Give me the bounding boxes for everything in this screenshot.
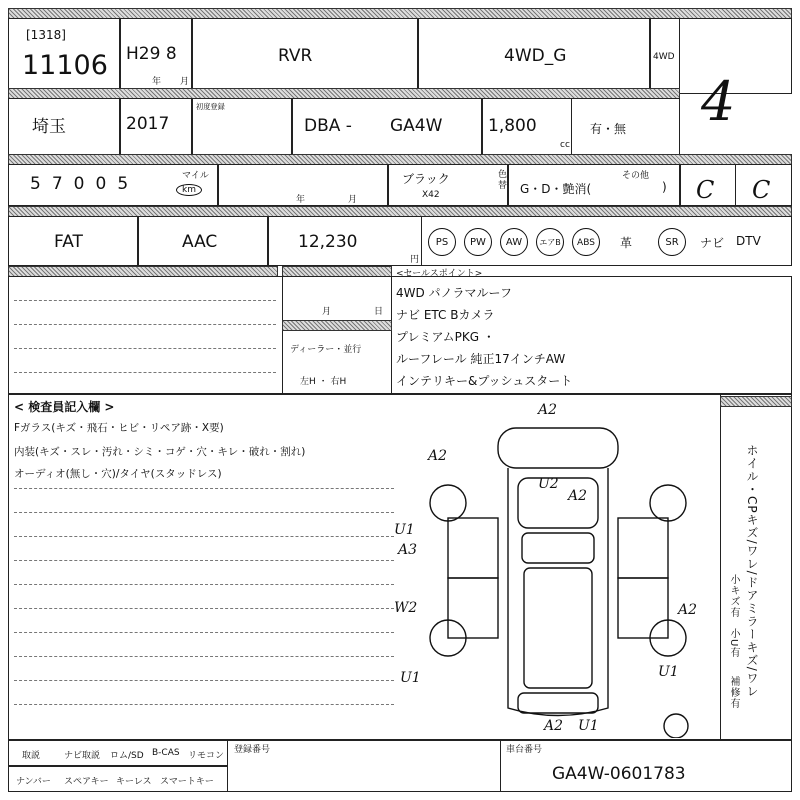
interior-score: C — [696, 176, 715, 204]
damage-mark: U2 — [538, 476, 559, 492]
left-rear-door — [448, 578, 498, 638]
footer-label: B-CAS — [152, 748, 180, 758]
color-code: X42 — [422, 190, 440, 200]
damage-mark: U1 — [578, 718, 599, 734]
color-change-label: 色替 — [498, 170, 508, 191]
spare-wheel — [664, 714, 688, 738]
note-line — [14, 372, 276, 373]
rear-bumper — [518, 693, 598, 713]
color-name: ブラック — [402, 172, 450, 186]
damage-mark: A2 — [678, 602, 698, 618]
inspector-line-rule — [14, 512, 394, 513]
steering-label: 左H ・ 右H — [300, 377, 347, 387]
sales-point: インテリキー&プッシュスタート — [396, 374, 573, 388]
inspector-line-rule — [14, 584, 394, 585]
damage-mark: A2 — [428, 448, 448, 464]
inspector-line: Fガラス(キズ・飛石・ヒビ・リペア跡・X要) — [14, 422, 224, 434]
transmission: FAT — [54, 232, 83, 252]
damage-mark: A3 — [398, 542, 418, 558]
inspector-line: 内装(キズ・スレ・汚れ・シミ・コゲ・穴・キレ・破れ・割れ) — [14, 446, 306, 458]
aircon: AAC — [182, 232, 218, 252]
damage-mark: U1 — [394, 522, 415, 538]
year-unit: 年 — [152, 77, 162, 87]
damage-mark: A2 — [568, 488, 588, 504]
side-panel-text: ホイル・CPキズ/ワレ/ドアミラーキズ/ワレ — [745, 444, 759, 698]
sales-point: 4WD パノラマルーフ — [396, 286, 512, 300]
lot-code: [1318] — [26, 28, 66, 42]
model-code: GA4W — [390, 116, 443, 136]
displacement: 1,800 — [488, 116, 537, 136]
mileage-unit-mile: マイル — [182, 171, 209, 181]
note-line — [14, 348, 276, 349]
price: 12,230 — [298, 232, 358, 252]
sales-point: ルーフレール 純正17インチAW — [396, 352, 566, 366]
drive-label: 4WD — [653, 52, 675, 62]
first-reg-note: 初度登録 — [196, 103, 225, 112]
exterior-score: C — [752, 176, 771, 204]
car-diagram — [418, 408, 718, 738]
reg-label: 登録番号 — [234, 745, 271, 755]
windshield — [522, 533, 594, 563]
option-aw: AW — [500, 228, 528, 256]
body-outline — [508, 468, 608, 716]
option-ps: PS — [428, 228, 456, 256]
day-label: 日 — [374, 307, 384, 317]
inspector-line-rule — [14, 488, 394, 489]
damage-mark: U1 — [658, 664, 679, 680]
side-panel-hatch — [720, 396, 792, 407]
note-line — [14, 324, 276, 325]
date-month-unit: 月 — [348, 195, 358, 205]
footer-label: リモコン — [188, 751, 225, 761]
side-panel-sub2: 小U有 — [728, 628, 739, 659]
inspector-line-rule — [14, 536, 394, 537]
footer-label: スマートキー — [160, 777, 214, 787]
inspector-line-rule — [14, 608, 394, 609]
side-panel-sub3: 補修有 — [728, 676, 739, 709]
grade-name: 4WD_G — [504, 46, 567, 66]
roof — [524, 568, 592, 688]
damage-mark: A2 — [544, 718, 564, 734]
sales-point: ナビ ETC Bカメラ — [396, 308, 495, 322]
option-label: 有・無 — [590, 122, 627, 136]
option-navi: ナビ — [700, 236, 725, 250]
damage-mark: A2 — [538, 402, 558, 418]
model-code-prefix: DBA - — [304, 116, 352, 136]
dealer-label: ディーラー・並行 — [290, 345, 362, 355]
option-sr: SR — [658, 228, 686, 256]
inspector-line-rule — [14, 560, 394, 561]
footer-label: スペアキー — [64, 777, 109, 787]
right-front-door — [618, 518, 668, 578]
inspector-line-rule — [14, 704, 394, 705]
footer-label: ナンバー — [16, 777, 51, 787]
damage-mark: U1 — [400, 670, 421, 686]
month-unit: 月 — [180, 77, 190, 87]
other-close: ) — [662, 180, 667, 194]
damage-mark: W2 — [394, 600, 418, 616]
note-line — [14, 300, 276, 301]
price-unit: 円 — [410, 255, 420, 265]
month-label: 月 — [322, 307, 332, 317]
option-abs: ABS — [572, 228, 600, 256]
front-bumper — [498, 428, 618, 468]
inspection-sheet — [8, 8, 792, 792]
sales-points-title: <セールスポイント> — [396, 269, 483, 279]
side-panel-sub1: 小キズ有 — [728, 574, 739, 618]
option-airbag: エアB — [536, 228, 564, 256]
sales-point: プレミアムPKG ・ — [396, 330, 495, 344]
date-year-unit: 年 — [296, 195, 306, 205]
option-leather: 革 — [620, 236, 633, 250]
color-change-options: G・D・艶消( — [520, 182, 592, 196]
model-name: RVR — [278, 46, 313, 66]
mileage-unit-km: km — [176, 184, 202, 196]
footer-label: ロム/SD — [110, 751, 144, 761]
inspector-line-rule — [14, 680, 394, 681]
inspector-line: オーディオ(無し・穴)/タイヤ(スタッドレス) — [14, 468, 222, 480]
region: 埼玉 — [32, 117, 66, 137]
footer-label: キーレス — [116, 777, 152, 787]
inspector-line-rule — [14, 656, 394, 657]
option-dtv: DTV — [736, 234, 761, 248]
left-front-door — [448, 518, 498, 578]
footer-label: 取説 — [22, 751, 41, 761]
lot-number: 11106 — [22, 50, 108, 81]
model-year: 2017 — [126, 114, 170, 134]
option-pw: PW — [464, 228, 492, 256]
wheel-rf — [650, 485, 686, 521]
chassis-label: 車台番号 — [506, 745, 543, 755]
other-label: その他 — [622, 171, 650, 181]
year-month: H29 8 — [126, 44, 177, 64]
displacement-unit: cc — [560, 140, 570, 150]
chassis-number: GA4W-0601783 — [552, 764, 686, 784]
inspector-title: < 検査員記入欄 > — [14, 400, 115, 414]
grade-score: 4 — [701, 70, 736, 133]
inspector-line-rule — [14, 632, 394, 633]
dealer-sub-hatch — [282, 320, 392, 331]
right-rear-door — [618, 578, 668, 638]
footer-label: ナビ取説 — [64, 751, 101, 761]
wheel-lf — [430, 485, 466, 521]
mileage-digits: 57005 — [30, 174, 140, 194]
